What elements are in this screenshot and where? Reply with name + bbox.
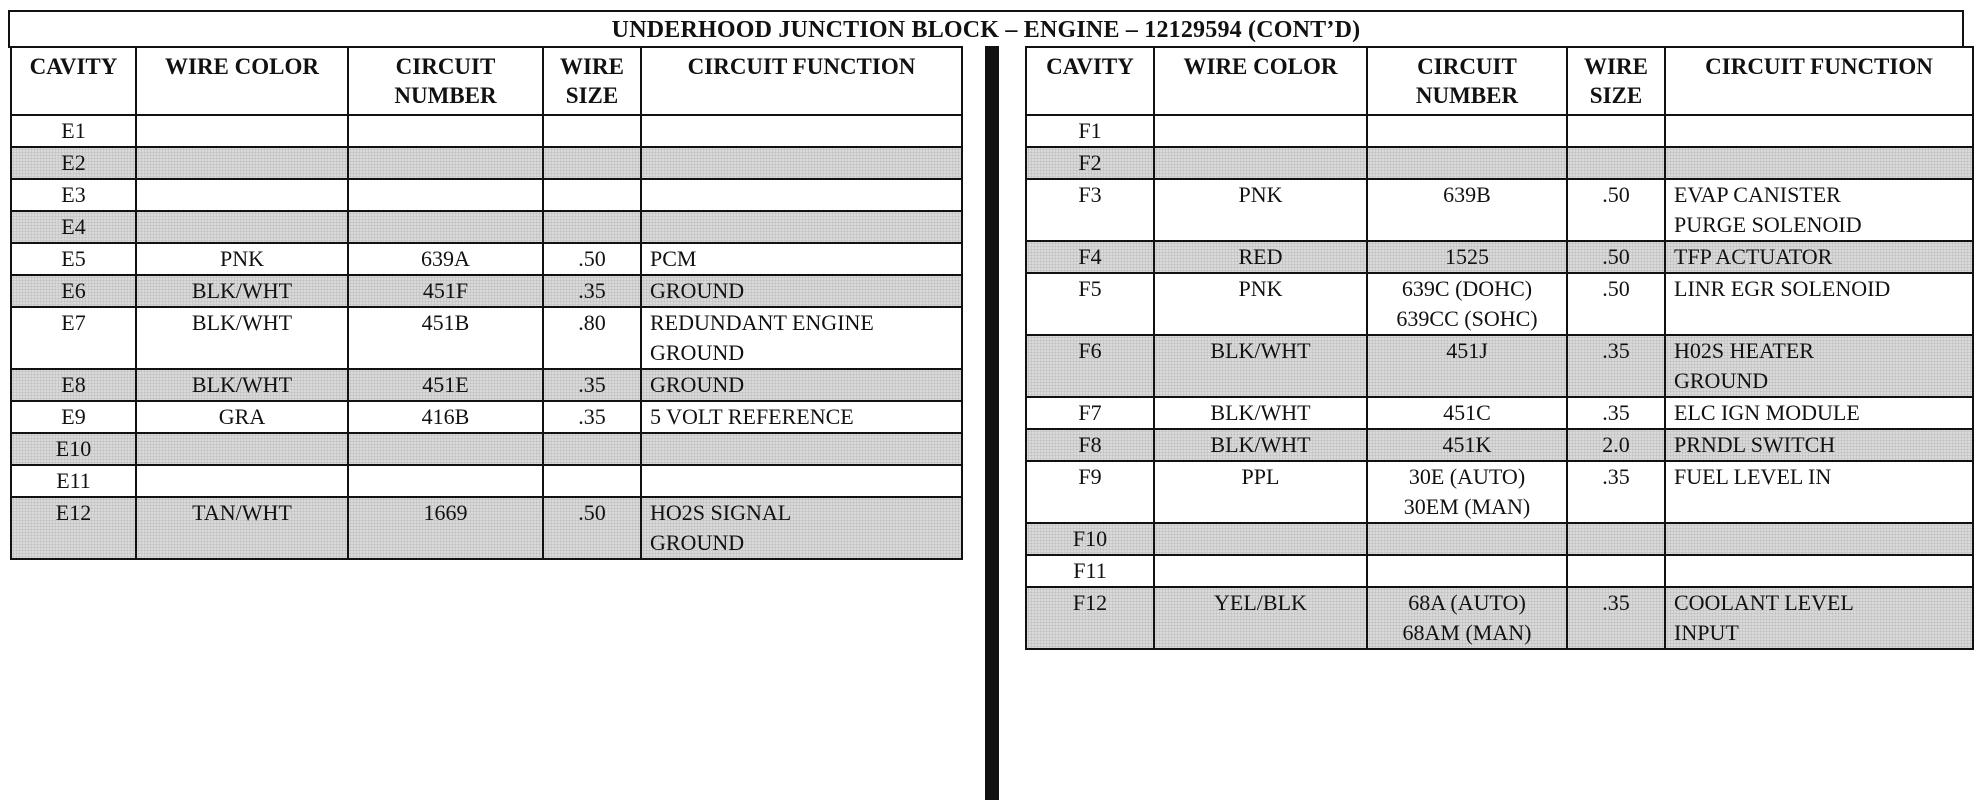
cavity-cell [1026, 523, 1154, 555]
cavity-cell [11, 369, 136, 401]
column-header-wire-color: WIRE COLOR [136, 47, 348, 115]
wire-size-cell-text: .80 [578, 310, 606, 335]
column-header-wire-size: WIRE SIZE [1567, 47, 1665, 115]
cavity-cell [1026, 147, 1154, 179]
circuit-function-cell [641, 211, 962, 243]
wire-size-cell [543, 275, 641, 307]
cavity-cell-text: F11 [1073, 558, 1107, 583]
cavity-cell [11, 147, 136, 179]
wire-size-cell-text: 2.0 [1602, 432, 1630, 457]
cavity-cell [11, 465, 136, 497]
cavity-cell [1026, 587, 1154, 649]
wire-size-cell-text [1576, 556, 1656, 586]
circuit-function-cell [1665, 523, 1973, 555]
wire-size-cell [1567, 587, 1665, 649]
table-row [1026, 273, 1973, 335]
wire-color-cell [1154, 523, 1367, 555]
wire-size-cell-text [552, 466, 632, 496]
circuit-function-cell [1665, 429, 1973, 461]
circuit-number-cell [348, 369, 543, 401]
circuit-number-cell-text: 639A [421, 246, 470, 271]
circuit-function-cell-text: GROUND [650, 372, 745, 397]
wire-color-cell-text: GRA [218, 404, 266, 429]
table-row [1026, 429, 1973, 461]
table-body-e [11, 115, 962, 559]
circuit-function-cell [641, 179, 962, 211]
wire-size-cell [1567, 523, 1665, 555]
cavity-cell [11, 179, 136, 211]
cavity-cell-text: E10 [55, 436, 92, 461]
column-header-circuit-number: CIRCUIT NUMBER [348, 47, 543, 115]
wire-size-cell [1567, 179, 1665, 241]
circuit-number-cell-text: 451E [422, 372, 469, 397]
circuit-number-cell [1367, 587, 1567, 649]
circuit-number-cell [348, 497, 543, 559]
wire-size-cell [543, 115, 641, 147]
cavity-cell-text: E3 [61, 182, 86, 207]
circuit-function-cell-text [650, 466, 953, 496]
circuit-function-cell [641, 147, 962, 179]
wire-color-cell-text: BLK/WHT [191, 310, 293, 335]
table-header-row [1026, 47, 1973, 115]
junction-table-f [1025, 46, 1974, 650]
circuit-number-cell-text: 639CC (SOHC) [1396, 306, 1538, 331]
table-row [1026, 555, 1973, 587]
circuit-function-cell-text: HO2S SIGNAL [650, 500, 792, 525]
table-row [11, 147, 962, 179]
circuit-number-cell [1367, 241, 1567, 273]
wire-size-cell [1567, 273, 1665, 335]
circuit-function-cell [1665, 179, 1973, 241]
cavity-cell [11, 401, 136, 433]
wire-size-cell [1567, 397, 1665, 429]
wire-size-cell-text [552, 116, 632, 146]
wire-color-cell [136, 179, 348, 211]
circuit-function-cell-text [650, 180, 953, 210]
wire-color-cell-text [1163, 116, 1358, 146]
cavity-cell-text: F7 [1078, 400, 1102, 425]
circuit-function-cell-text: FUEL LEVEL IN [1674, 464, 1832, 489]
circuit-number-cell [348, 179, 543, 211]
cavity-cell [1026, 273, 1154, 335]
cavity-cell-text: E7 [61, 310, 86, 335]
table-row [1026, 241, 1973, 273]
wire-color-cell [1154, 115, 1367, 147]
cavity-cell [11, 115, 136, 147]
table-row [1026, 461, 1973, 523]
circuit-function-cell [641, 243, 962, 275]
wire-color-cell [136, 147, 348, 179]
circuit-number-cell-text: 451B [421, 310, 470, 335]
table-row [11, 433, 962, 465]
circuit-function-cell [1665, 397, 1973, 429]
circuit-function-cell [641, 275, 962, 307]
circuit-number-cell [348, 433, 543, 465]
cavity-cell [1026, 241, 1154, 273]
wire-size-cell [543, 307, 641, 369]
cavity-cell [1026, 397, 1154, 429]
cavity-cell [1026, 461, 1154, 523]
wire-color-cell-text: YEL/BLK [1214, 590, 1307, 615]
wire-color-cell-text: TAN/WHT [192, 500, 292, 525]
circuit-function-cell [1665, 461, 1973, 523]
circuit-number-cell [1367, 461, 1567, 523]
circuit-function-cell [641, 497, 962, 559]
cavity-cell-text: E5 [61, 246, 86, 271]
circuit-function-cell-text: ELC IGN MODULE [1674, 400, 1860, 425]
wire-color-cell [1154, 179, 1367, 241]
wire-size-cell [543, 465, 641, 497]
circuit-number-cell-text: 639C (DOHC) [1401, 276, 1533, 301]
wire-color-cell-text [1163, 556, 1358, 586]
circuit-number-cell-text: 416B [421, 404, 470, 429]
table-row [1026, 147, 1973, 179]
wire-size-cell [1567, 115, 1665, 147]
cavity-cell-text: F12 [1072, 590, 1108, 615]
wire-size-cell-text [1576, 148, 1656, 178]
circuit-function-cell-text: 5 VOLT REFERENCE [650, 404, 854, 429]
circuit-function-cell [1665, 587, 1973, 649]
cavity-cell-text: F3 [1078, 182, 1102, 207]
cavity-cell [11, 307, 136, 369]
circuit-function-cell-text: H02S HEATER [1674, 338, 1814, 363]
wire-size-cell-text [552, 148, 632, 178]
wire-color-cell-text [145, 116, 339, 146]
wire-size-cell [1567, 147, 1665, 179]
wire-color-cell-text: PPL [1241, 464, 1280, 489]
wire-color-cell [136, 401, 348, 433]
cavity-cell-text: E11 [56, 468, 91, 493]
circuit-number-cell [1367, 115, 1567, 147]
circuit-number-cell [1367, 147, 1567, 179]
circuit-number-cell-text [357, 148, 534, 178]
circuit-function-cell-text [1674, 556, 1964, 586]
cavity-cell [11, 275, 136, 307]
circuit-number-cell [348, 465, 543, 497]
wire-color-cell-text: BLK/WHT [1210, 400, 1311, 425]
wire-size-cell [543, 211, 641, 243]
wire-color-cell-text [1163, 148, 1358, 178]
circuit-function-cell [1665, 555, 1973, 587]
table-row [11, 115, 962, 147]
wire-size-cell-text: .35 [1602, 400, 1630, 425]
circuit-number-cell-text [357, 434, 534, 464]
page-title: UNDERHOOD JUNCTION BLOCK – ENGINE – 12129594 (CONT’D) [8, 10, 1964, 48]
wire-size-cell-text: .35 [1602, 590, 1630, 615]
wire-size-cell-text: .50 [578, 500, 606, 525]
junction-table-e [10, 46, 963, 560]
circuit-number-cell [1367, 555, 1567, 587]
column-header-circuit-function: CIRCUIT FUNCTION [641, 47, 962, 115]
wire-size-cell-text: .50 [1602, 276, 1630, 301]
wire-size-cell [543, 433, 641, 465]
wire-size-cell [1567, 461, 1665, 523]
wire-size-cell-text: .50 [1602, 182, 1630, 207]
wire-color-cell [1154, 335, 1367, 397]
cavity-cell-text: F6 [1078, 338, 1102, 363]
table-row [1026, 179, 1973, 241]
wire-color-cell [1154, 587, 1367, 649]
wire-color-cell-text [145, 180, 339, 210]
circuit-function-cell [641, 369, 962, 401]
circuit-function-cell [1665, 241, 1973, 273]
circuit-function-cell [1665, 147, 1973, 179]
wire-color-cell-text: BLK/WHT [1210, 338, 1311, 363]
circuit-function-cell [641, 307, 962, 369]
table-row [1026, 523, 1973, 555]
table-row [11, 465, 962, 497]
wire-color-cell-text: RED [1238, 244, 1283, 269]
circuit-function-cell [1665, 273, 1973, 335]
wire-color-cell [136, 369, 348, 401]
wire-size-cell [543, 369, 641, 401]
circuit-function-cell-text [1674, 116, 1964, 146]
wire-color-cell [1154, 241, 1367, 273]
wire-size-cell [543, 243, 641, 275]
wire-size-cell [543, 401, 641, 433]
circuit-number-cell-text: 68AM (MAN) [1402, 620, 1532, 645]
circuit-number-cell-text [1376, 524, 1558, 554]
circuit-number-cell-text [357, 116, 534, 146]
circuit-function-cell [641, 115, 962, 147]
circuit-number-cell [1367, 335, 1567, 397]
column-header-circuit-number: CIRCUIT NUMBER [1367, 47, 1567, 115]
circuit-number-cell-text: 639B [1443, 182, 1491, 207]
circuit-function-cell [641, 433, 962, 465]
circuit-number-cell [1367, 523, 1567, 555]
center-divider [985, 46, 999, 800]
circuit-number-cell-text [1376, 116, 1558, 146]
circuit-number-cell-text: 451K [1442, 432, 1492, 457]
cavity-cell-text: E9 [61, 404, 86, 429]
circuit-number-cell [348, 211, 543, 243]
column-header-circuit-function: CIRCUIT FUNCTION [1665, 47, 1973, 115]
circuit-function-cell-text: GROUND [650, 340, 745, 365]
circuit-number-cell [348, 401, 543, 433]
circuit-number-cell-text: 451F [422, 278, 469, 303]
circuit-number-cell-text: 68A (AUTO) [1408, 590, 1526, 615]
wire-color-cell-text [1163, 524, 1358, 554]
wire-color-cell-text: BLK/WHT [191, 372, 293, 397]
cavity-cell-text: F8 [1078, 432, 1102, 457]
wire-color-cell-text: PNK [1238, 182, 1283, 207]
column-header-wire-size: WIRE SIZE [543, 47, 641, 115]
wire-size-cell [1567, 335, 1665, 397]
wire-color-cell [136, 115, 348, 147]
wire-size-cell [543, 147, 641, 179]
cavity-cell [1026, 555, 1154, 587]
wire-color-cell [136, 433, 348, 465]
circuit-function-cell [641, 465, 962, 497]
wire-size-cell-text: .50 [578, 246, 606, 271]
table-row [11, 369, 962, 401]
cavity-cell [11, 433, 136, 465]
wire-color-cell [136, 275, 348, 307]
wire-color-cell-text [145, 212, 339, 242]
circuit-number-cell [348, 115, 543, 147]
circuit-function-cell-text: COOLANT LEVEL [1674, 590, 1854, 615]
circuit-number-cell [348, 275, 543, 307]
cavity-cell [1026, 179, 1154, 241]
cavity-cell-text: F4 [1078, 244, 1102, 269]
wire-size-cell [543, 497, 641, 559]
wire-size-cell [1567, 555, 1665, 587]
cavity-cell-text: F9 [1078, 464, 1102, 489]
wire-size-cell-text: .35 [578, 372, 606, 397]
circuit-function-cell-text: GROUND [650, 530, 745, 555]
cavity-cell [11, 211, 136, 243]
circuit-function-cell-text [650, 212, 953, 242]
table-row [11, 401, 962, 433]
cavity-cell-text: F10 [1072, 526, 1108, 551]
wire-color-cell-text: BLK/WHT [191, 278, 293, 303]
circuit-number-cell [1367, 179, 1567, 241]
wire-color-cell [1154, 429, 1367, 461]
wire-color-cell-text: PNK [1238, 276, 1283, 301]
cavity-cell-text: E8 [61, 372, 86, 397]
cavity-cell-text: F5 [1078, 276, 1102, 301]
wire-color-cell [1154, 555, 1367, 587]
table-row [1026, 397, 1973, 429]
wire-color-cell [136, 497, 348, 559]
wire-size-cell-text: .35 [1602, 464, 1630, 489]
wire-color-cell [1154, 147, 1367, 179]
wire-color-cell [136, 307, 348, 369]
circuit-number-cell-text [357, 180, 534, 210]
circuit-number-cell-text: 451J [1446, 338, 1488, 363]
wire-size-cell-text: .50 [1602, 244, 1630, 269]
wire-size-cell-text: .35 [1602, 338, 1630, 363]
cavity-cell-text: E2 [61, 150, 86, 175]
table-row [1026, 335, 1973, 397]
wire-size-cell-text [552, 180, 632, 210]
circuit-number-cell [348, 243, 543, 275]
wire-color-cell-text [145, 434, 339, 464]
circuit-function-cell-text [1674, 524, 1964, 554]
column-header-cavity: CAVITY [11, 47, 136, 115]
wire-size-cell-text [1576, 524, 1656, 554]
wire-size-cell-text [552, 434, 632, 464]
circuit-number-cell-text [357, 466, 534, 496]
table-row [1026, 587, 1973, 649]
table-row [11, 275, 962, 307]
wire-color-cell-text: BLK/WHT [1210, 432, 1311, 457]
cavity-cell [1026, 115, 1154, 147]
wire-color-cell [136, 465, 348, 497]
cavity-cell [1026, 335, 1154, 397]
circuit-function-cell [1665, 335, 1973, 397]
circuit-function-cell-text: GROUND [1674, 368, 1769, 393]
wire-size-cell-text [1576, 116, 1656, 146]
wire-color-cell [136, 243, 348, 275]
cavity-cell-text: E4 [61, 214, 86, 239]
circuit-number-cell [348, 307, 543, 369]
circuit-function-cell-text [650, 434, 953, 464]
table-row [1026, 115, 1973, 147]
wire-color-cell-text [145, 148, 339, 178]
table-row [11, 243, 962, 275]
table-row [11, 307, 962, 369]
circuit-function-cell-text [650, 116, 953, 146]
cavity-cell [11, 497, 136, 559]
circuit-number-cell [1367, 429, 1567, 461]
circuit-number-cell-text: 30EM (MAN) [1403, 494, 1531, 519]
wire-size-cell-text: .35 [578, 404, 606, 429]
table-header-row [11, 47, 962, 115]
table-row [11, 211, 962, 243]
circuit-number-cell [348, 147, 543, 179]
circuit-number-cell-text: 1669 [423, 500, 468, 525]
cavity-cell-text: E6 [61, 278, 86, 303]
wire-color-cell [1154, 397, 1367, 429]
cavity-cell [11, 243, 136, 275]
circuit-function-cell-text: PURGE SOLENOID [1674, 212, 1862, 237]
wire-size-cell [1567, 429, 1665, 461]
table-row [11, 497, 962, 559]
circuit-number-cell-text [1376, 148, 1558, 178]
circuit-number-cell-text: 30E (AUTO) [1408, 464, 1526, 489]
cavity-cell-text: E12 [55, 500, 92, 525]
circuit-number-cell-text [1376, 556, 1558, 586]
circuit-number-cell [1367, 273, 1567, 335]
cavity-cell-text: F1 [1078, 118, 1102, 143]
wire-color-cell-text: PNK [219, 246, 264, 271]
circuit-function-cell-text: LINR EGR SOLENOID [1674, 276, 1891, 301]
circuit-function-cell-text: TFP ACTUATOR [1674, 244, 1833, 269]
wire-size-cell-text: .35 [578, 278, 606, 303]
cavity-cell-text: F2 [1078, 150, 1102, 175]
wire-size-cell-text [552, 212, 632, 242]
cavity-cell [1026, 429, 1154, 461]
circuit-function-cell-text: INPUT [1674, 620, 1739, 645]
circuit-function-cell-text [650, 148, 953, 178]
circuit-number-cell-text: 1525 [1445, 244, 1489, 269]
circuit-number-cell-text [357, 212, 534, 242]
wire-color-cell [1154, 273, 1367, 335]
wire-size-cell [1567, 241, 1665, 273]
circuit-number-cell-text: 451C [1443, 400, 1491, 425]
table-body-f [1026, 115, 1973, 649]
circuit-function-cell-text: PCM [650, 246, 697, 271]
circuit-function-cell [1665, 115, 1973, 147]
circuit-function-cell-text: PRNDL SWITCH [1674, 432, 1836, 457]
circuit-function-cell [641, 401, 962, 433]
wire-color-cell [1154, 461, 1367, 523]
wire-color-cell [136, 211, 348, 243]
wire-size-cell [543, 179, 641, 211]
table-row [11, 179, 962, 211]
circuit-function-cell-text [1674, 148, 1964, 178]
wire-color-cell-text [145, 466, 339, 496]
circuit-number-cell [1367, 397, 1567, 429]
circuit-function-cell-text: EVAP CANISTER [1674, 182, 1841, 207]
circuit-function-cell-text: GROUND [650, 278, 745, 303]
circuit-function-cell-text: REDUNDANT ENGINE [650, 310, 874, 335]
column-header-cavity: CAVITY [1026, 47, 1154, 115]
cavity-cell-text: E1 [61, 118, 86, 143]
column-header-wire-color: WIRE COLOR [1154, 47, 1367, 115]
